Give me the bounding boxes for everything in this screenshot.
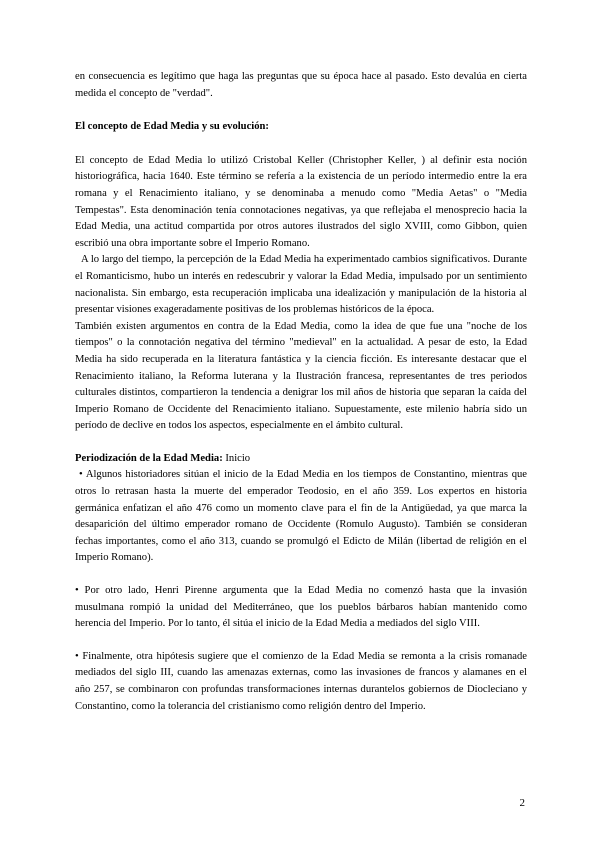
section-heading-periodization-bold: Periodización de la Edad Media: [75,452,223,464]
body-paragraph: El concepto de Edad Media lo utilizó Cristobal Keller (Christopher Keller, ) al definir esta noción historiográfica, hacia 1640. Este término se refería a la existencia de un período intermedio entre la era romana y el Renacimiento italiano, y se denominaba a menudo como "Media Aetas" o "Media Tempestas". Esta denominación tenía connotaciones negativas, ya que reflejaba el menosprecio hacia la Edad Media, una actitud compartida por otros autores ilustrados del siglo XVIII, como Gibbon, quien escribió una obra importante sobre el Imperio Romano. [75,154,527,249]
document-page [75,69,527,715]
section-heading-periodization-sub: Inicio [225,452,251,464]
list-item: • Finalmente, otra hipótesis sugiere que el comienzo de la Edad Media se remonta a la crisis romanade mediados del siglo III, cuando las amenazas externas, como las invasiones de francos y alamanes en el año 257, se combinaron con profundas transformaciones internas durantelos gobiernos de Diocleciano y Constantino, como la tolerancia del cristianismo como religión dentro del Imperio. [75,650,527,712]
list-item: • Algunos historiadores sitúan el inicio de la Edad Media en los tiempos de Constantino, mientras que otros lo retrasan hasta la muerte del emperador Teodosio, en el año 359. Los expertos en historia germánica enfatizan el año 476 como un momento clave para el fin de la Antigüedad, ya que marca la desaparición del último emperador romano de Occidente (Romulo Augusto). También se consideran fechas importantes, como el año 313, cuando se promulgó el Edicto de Milán (libertad de religión en el Imperio Romano). [75,469,527,564]
section-heading-concept: El concepto de Edad Media y su evolución: [75,121,269,133]
list-item: • Por otro lado, Henri Pirenne argumenta que la Edad Media no comenzó hasta que la invasión musulmana rompió la unidad del Mediterráneo, que los pueblos bárbaros habían mantenido como herencia del Imperio. Por lo tanto, él sitúa el inicio de la Edad Media a mediados del siglo VIII. [75,585,527,630]
section-heading-periodization [75,451,527,468]
body-paragraph: También existen argumentos en contra de la Edad Media, como la idea de que fue una "noche de los tiempos" o la connotación negativa del término "medieval" en la actualidad. A pesar de esto, la Edad Media ha sido recuperada en la literatura fantástica y la ciencia ficción. Es interesante destacar que el Renacimiento italiano, la Reforma luterana y la Ilustración francesa, representantes de tres periodos culturales distintos, compartieron la tendencia a denigrar los mil años de historia que separan la caída del Imperio Romano de Occidente del Renacimiento italiano. Supuestamente, este milenio habría sido un período de declive en todos los aspectos, especialmente en el ámbito cultural. [75,320,527,432]
intro-paragraph: en consecuencia es legítimo que haga las preguntas que su época hace al pasado. Esto devalúa en cierta medida el concepto de "verdad". [75,71,527,99]
body-paragraph: A lo largo del tiempo, la percepción de la Edad Media ha experimentado cambios significativos. Durante el Romanticismo, hubo un interés en redescubrir y valorar la Edad Media, impulsado por un sentimiento nacionalista. Sin embargo, esta recuperación implicaba una idealización y manipulación de la historia al presentar visiones exageradamente positivas de los problemas históricos de la época. [75,254,527,316]
page-number: 2 [519,797,525,809]
